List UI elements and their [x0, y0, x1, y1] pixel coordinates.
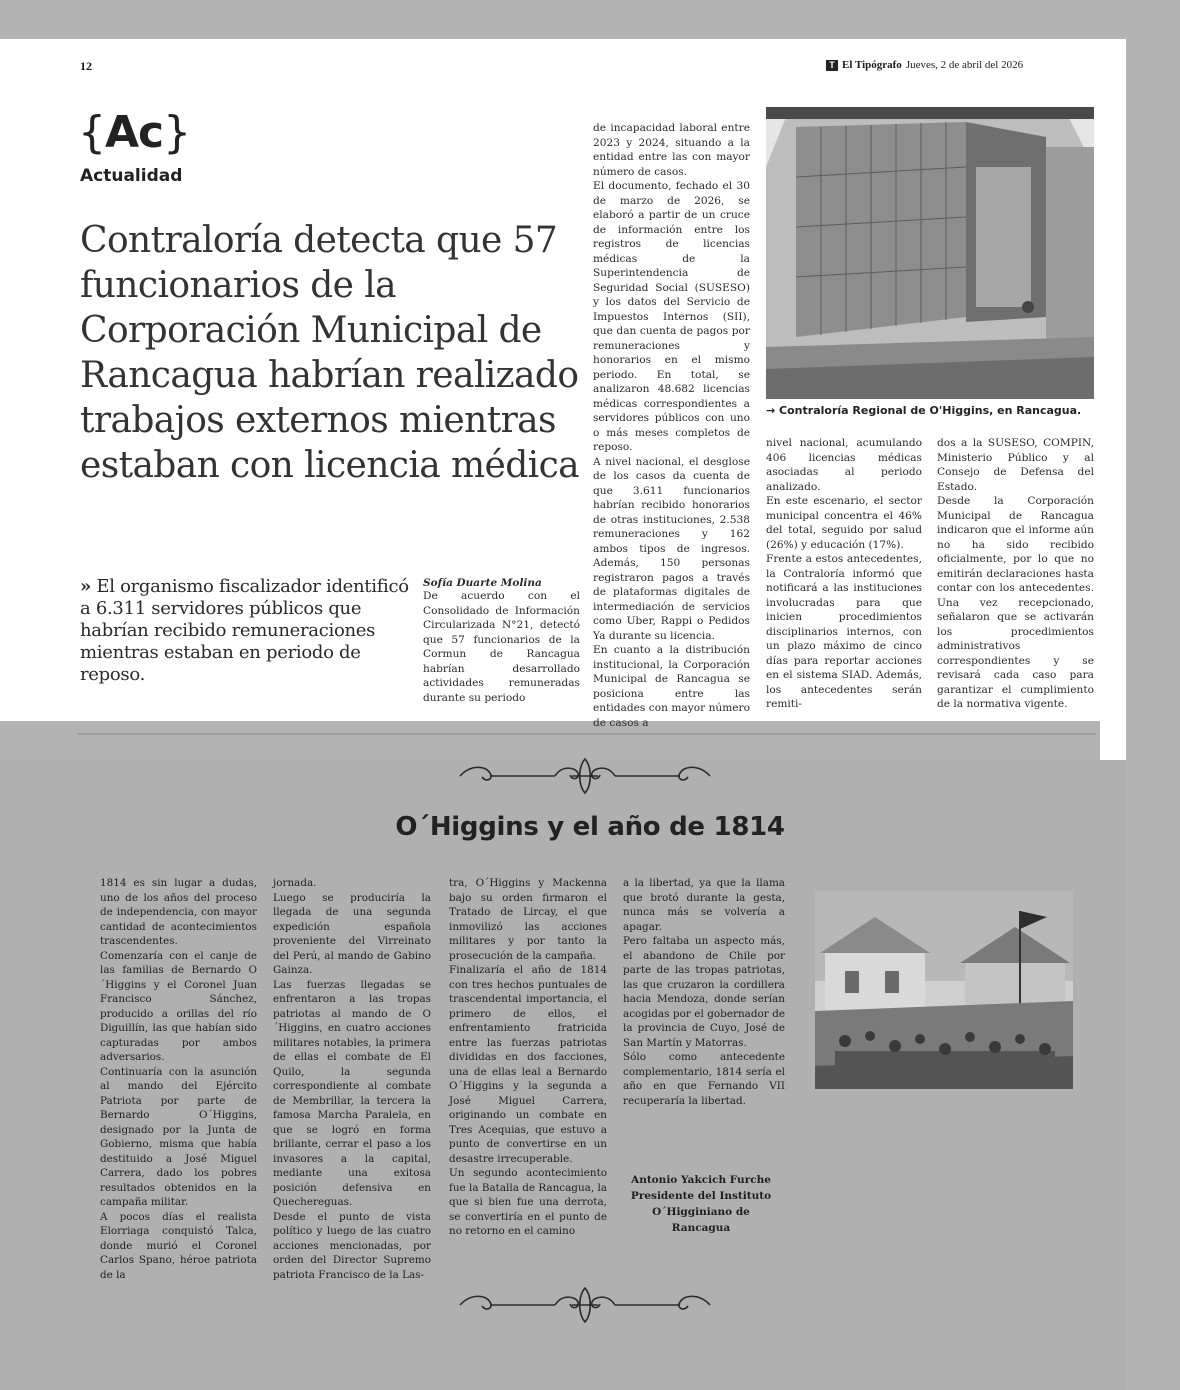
section-name: Actualidad	[80, 166, 183, 186]
contraloria-building-image	[766, 107, 1094, 399]
lead-text: El organismo fiscalizador identificó a 6.311 servidores públicos que habrían recibido remuneraciones mientras estaban en periodo de reposo.	[80, 576, 409, 685]
history-column-3: tra, O´Higgins y Mackenna bajo su orden firmaron el Tratado de Lircay, el que inmovilizó las acciones militares y por tanto la prosecución de la campaña. Finalizaría el año de 1814 con tres hechos puntuales de trascendental importancia, el primero de ellos, el enfrentamiento fratricida entre las fuerzas patriotas divididas en dos facciones, una de ellas leal a Bernardo O´Higgins y la segunda a José Miguel Carrera, originando un combate en Tres Acequias, que estuvo a punto de convertirse en un desastre irrecuperable. Un segundo acontecimiento fue la Batalla de Rancagua, la que si bien fue una derrota, se convertiría en el punto de no retorno en el camino	[449, 877, 607, 1237]
ornament-bottom-icon	[450, 1284, 720, 1326]
article-column-1: Sofía Duarte Molina De acuerdo con el Consolidado de Información Circularizada N°21, detectó que 57 funcionarios de la Cormun de Rancagua habrían desarrollado actividades remuneradas durante su periodo	[423, 577, 580, 704]
article-headline: Contraloría detecta que 57 funcionarios de la Corporación Municipal de Rancagua habrían realizado trabajos externos mientras estaban con licencia médica	[80, 220, 579, 486]
page-edge	[1100, 721, 1126, 760]
photo-caption: → Contraloría Regional de O'Higgins, en Rancagua.	[766, 404, 1082, 417]
byline: Sofía Duarte Molina	[423, 577, 542, 589]
battle-of-rancagua-image	[815, 891, 1073, 1089]
masthead	[826, 59, 1023, 71]
publication-name: El Tipógrafo	[842, 59, 902, 71]
battle-painting	[815, 891, 1073, 1089]
publication-date: Jueves, 2 de abril del 2026	[905, 59, 1024, 71]
history-column-1: 1814 es sin lugar a dudas, uno de los años del proceso de independencia, con mayor cantidad de acontecimientos trascendentes. Comenzaría con el canje de las familias de Bernardo O´Higgins y el Coronel Juan Francisco Sánchez, producido a orillas del río Diguillín, las que habían sido capturadas por ambos adversarios. Continuaría con la asunción al mando del Ejército Patriota por parte de Bernardo O´Higgins, designado por la Junta de Gobierno, misma que había destituido a José Miguel Carrera, dado los pobres resultados obtenidos en la campaña militar. A pocos días el realista Elorriaga conquistó Talca, donde murió el Coronel Carlos Spano, héroe patriota de la	[100, 877, 257, 1281]
article-title: O´Higgins y el año de 1814	[395, 812, 785, 842]
article-column-2: de incapacidad laboral entre 2023 y 2024, situando a la entidad entre las con mayor número de casos. El documento, fechado el 30 de marzo de 2026, se elaboró a partir de un cruce de información entre los registros de licencias médicas de la Superintendencia de Seguridad Social (SUSESO) y los datos del Servicio de Impuestos Internos (SII), que dan cuenta de pagos por remuneraciones y honorarios en el mismo periodo. En total, se analizaron 48.682 licencias médicas correspondientes a servidores públicos con uno o más meses completos de reposo. A nivel nacional, el desglose de los casos da cuenta de que 3.611 funcionarios habrían recibido honorarios de otras instituciones, 2.538 remuneraciones y 162 ambos tipos de ingresos. Además, 150 personas registraron pagos a través de plataformas digitales de intermediación de servicios como Uber, Rappi o Pedidos Ya durante su licencia. En cuanto a la distribución institucional, la Corporación Municipal de Rancagua se posiciona entre las entidades con mayor número de casos a	[593, 122, 750, 729]
article-column-3: nivel nacional, acumulando 406 licencias médicas asociadas al periodo analizado. En este escenario, el sector municipal concentra el 46% del total, seguido por salud (26%) y educación (17%). Frente a estos antecedentes, la Contraloría informó que notificará a las instituciones involucradas para que inicien procedimientos disciplinarios internos, con un plazo máximo de cinco días para reportar acciones en el sistema SIAD. Además, los antecedentes serán remiti-	[766, 437, 922, 710]
section-code: {Ac}	[78, 107, 191, 158]
lead-marker: »	[80, 576, 91, 597]
history-column-2: jornada. Luego se produciría la llegada de una segunda expedición española proveniente del Virreinato del Perú, al mando de Gabino Gainza. Las fuerzas llegadas se enfrentaron a las tropas patriotas al mando de O´Higgins, en cuatro acciones militares notables, la primera de ellas el combate de El Quilo, la segunda correspondiente al combate de Membrillar, la tercera la famosa Marcha Paralela, en que se logró en forma brillante, cerrar el paso a los invasores a la capital, mediante una exitosa posición defensiva en Quechereguas. Desde el punto de vista político y luego de las cuatro acciones mencionadas, por orden del Director Supremo patriota Francisco de la Las-	[273, 877, 431, 1281]
article-lead	[80, 576, 410, 686]
history-column-4: a la libertad, ya que la llama que brotó durante la gesta, nunca más se volvería a apagar. Pero faltaba un aspecto más, el abandono de Chile por parte de las tropas patriotas, las que cruzaron la cordillera hacia Mendoza, donde serían acogidas por el gobernador de la provincia de Cuyo, José de San Martín y Matorras. Sólo como antecedente complementario, 1814 sería el año en que Fernando VII recuperaría la libertad.	[623, 877, 785, 1107]
page-number: 12	[80, 59, 92, 73]
page-divider	[78, 733, 1096, 735]
newspaper-logo-icon: T	[826, 60, 838, 71]
ornament-top-icon	[450, 755, 720, 797]
building-photo	[766, 107, 1094, 399]
author-signature: Antonio Yakcich Furche Presidente del Instituto O´Higginiano de Rancagua	[630, 1174, 772, 1234]
article-column-4: dos a la SUSESO, COMPIN, Ministerio Público y al Consejo de Defensa del Estado. Desde la Corporación Municipal de Rancagua indicaron que el informe aún no ha sido recibido oficialmente, por lo que no emitirán declaraciones hasta contar con los antecedentes. Una vez recepcionado, señalaron que se activarán los procedimientos administrativos correspondientes y se revisará cada caso para garantizar el cumplimiento de la normativa vigente.	[937, 437, 1094, 710]
